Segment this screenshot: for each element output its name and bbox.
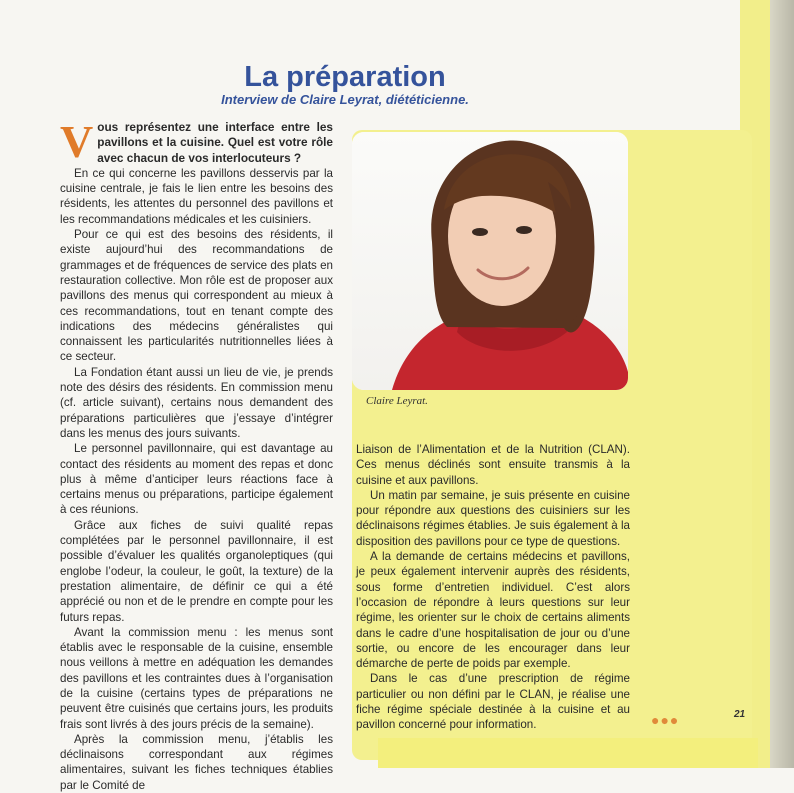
paragraph: Après la commission menu, j’établis les déclinaisons correspondant aux régimes alimentaires, suivant les fiches techniques établies par le Comité de [60,732,333,792]
paragraph: En ce qui concerne les pavillons desservis par la cuisine centrale, je fais le lien entre les besoins des résidents, les attentes du personnel des pavillons et les recommandations médicales et les cuisiniers. [60,166,333,226]
portrait-photo [352,132,628,390]
paragraph: Grâce aux fiches de suivi qualité repas complétées par le personnel pavillonnaire, il est possible d’évaluer les qualités organoleptiques (qui englobe l’odeur, la couleur, le goût, la texture) de la prestation alimentaire, de définir ce qui a été apprécié ou non et de le prendre en compte pour les futurs repas. [60,518,333,624]
yellow-bottom-strip [378,738,758,768]
paragraph: Liaison de l’Alimentation et de la Nutrition (CLAN). Ces menus déclinés sont ensuite transmis à la cuisine et aux pavillons. [356,443,630,487]
page-title: La préparation [244,61,446,94]
paragraph: Un matin par semaine, je suis présente en cuisine pour répondre aux questions des cuisiniers sur les déclinaisons régimes établies. Je suis également à la disposition des pavillons pour ce type de questions. [356,488,630,548]
paragraph: Dans le cas d’une prescription de régime particulier ou non défini par le CLAN, je réalise une fiche régime spéciale destinée à la cuisine et au pavillon concerné pour information. [356,672,630,732]
paragraph: A la demande de certains médecins et pavillons, je peux également intervenir auprès des résidents, sous forme d’entretien individuel. C’est alors l’occasion de répondre à leurs questions sur leur régime, les orienter sur le choix de certains aliments dans le cadre d’une hospitalisation de jour ou d’une sortie, ou encore de les encourager dans leur démarche de perte de poids par exemple. [356,550,630,671]
left-text-column [60,116,333,793]
paragraph: Avant la commission menu : les menus sont établis avec le responsable de la cuisine, ensemble nous veillons à mettre en adéquation les demandes des pavillons et les contraintes dues à l’organisation de la cuisine (certains types de préparations ne peuvent être cuisinés que certains jours, les produits frais sont livrés à des jours précis de la semaine). [60,625,333,731]
paragraph: Pour ce qui est des besoins des résidents, il existe aujourd’hui des recommandations de grammages et de fréquences de service des plats en restauration collective. Mon rôle est de proposer aux pavillons des menus qui correspondent au mieux à ces recommandations, tout en tenant compte des indications des médecins généralistes qui connaissent les particularités nutritionnelles liées à ce secteur. [60,228,333,364]
question-text: ous représentez une interface entre les pavillons et la cuisine. Quel est votre rôle avec chacun de vos interlocuteurs ? [97,120,333,165]
portrait-illustration [352,132,628,390]
photo-caption: Claire Leyrat. [366,395,428,407]
interview-question [60,116,333,167]
right-text-column [356,442,630,733]
page-binding-edge [770,0,794,768]
interview-subtitle: Interview de Claire Leyrat, diététicienne. [221,92,469,107]
paragraph: Le personnel pavillonnaire, qui est davantage au contact des résidents au moment des repas et donc plus à même d’anticiper leurs réactions face à certains menus ou préparations, participe également à ces réunions. [60,442,333,517]
paragraph: La Fondation étant aussi un lieu de vie, je prends note des désirs des résidents. En commission menu (cf. article suivant), certains nous demandent des préparations particulières que j’essaye d’intégrer dans les menus des jours suivants. [60,365,333,440]
page-number: 21 [734,709,746,720]
decorative-dots: ●●● [651,712,680,728]
drop-cap: V [60,116,94,167]
